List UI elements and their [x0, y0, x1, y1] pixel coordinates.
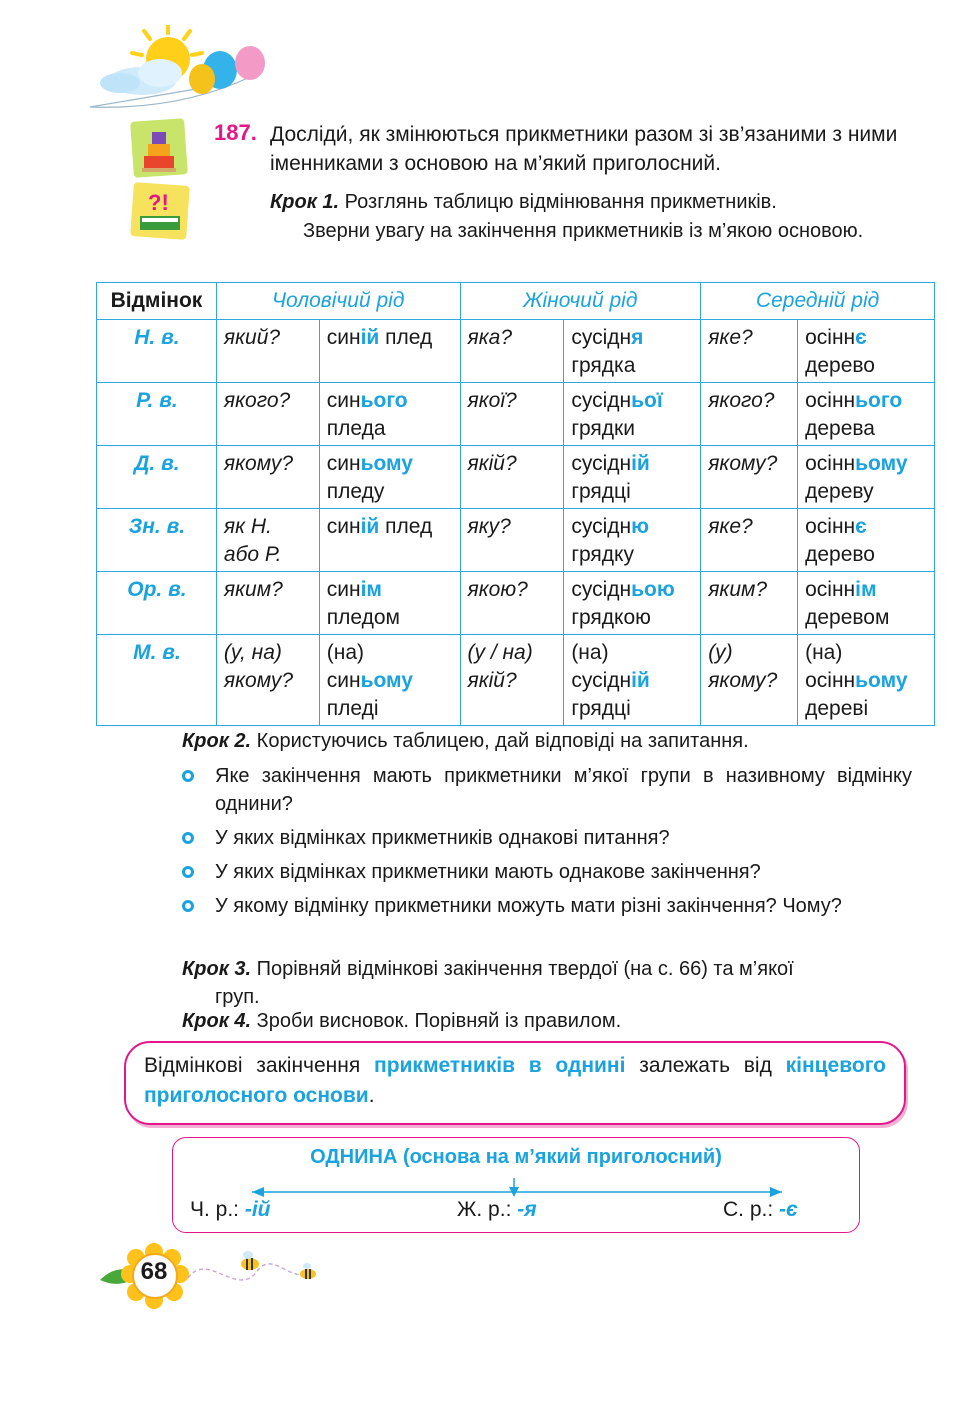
- question-cell: якому?: [701, 446, 798, 509]
- step3-text: Порівняй відмінкові закінчення твердої (на с. 66) та м’якої: [256, 958, 794, 980]
- rule-text-2: залежать від: [625, 1054, 786, 1077]
- neuter-ending: -є: [779, 1198, 798, 1221]
- step4-label: Крок 4.: [182, 1010, 252, 1032]
- step1: [270, 188, 910, 246]
- adjective-ending: ій: [360, 326, 380, 349]
- preposition: (на): [571, 641, 609, 664]
- adjective-stem: сусідн: [571, 669, 632, 692]
- singular-masculine: [190, 1198, 271, 1222]
- noun: грядці: [571, 697, 631, 720]
- declension-table: [96, 282, 935, 726]
- step3: [182, 955, 912, 1011]
- form-cell: [564, 320, 701, 383]
- adjective-stem: осінн: [805, 669, 856, 692]
- adjective-stem: сусідн: [571, 326, 632, 349]
- question-book-icon: [130, 182, 190, 240]
- adjective-ending: ього: [360, 389, 408, 412]
- page-number: 68: [140, 1258, 168, 1285]
- noun: пледом: [326, 606, 400, 629]
- form-cell: [319, 446, 460, 509]
- rule-box: [124, 1041, 906, 1125]
- singular-title: ОДНИНА (основа на м’який приголосний): [310, 1146, 722, 1168]
- preposition: (на): [326, 641, 365, 664]
- list-item: [182, 858, 912, 886]
- header-masculine: Чоловічий рід: [216, 283, 460, 320]
- noun: грядкою: [571, 606, 651, 629]
- question-cell: яку?: [460, 509, 564, 572]
- adjective-stem: сусідн: [571, 452, 632, 475]
- form-cell: [798, 509, 935, 572]
- sun-balloons-illustration: [80, 25, 290, 125]
- adjective-stem: сусідн: [571, 389, 632, 412]
- noun: плед: [379, 515, 433, 538]
- noun: грядці: [571, 480, 631, 503]
- noun: грядка: [571, 354, 636, 377]
- noun: деревом: [805, 606, 890, 629]
- case-cell: М. в.: [97, 635, 217, 726]
- form-cell: [564, 509, 701, 572]
- form-cell: [319, 509, 460, 572]
- adjective-stem: син: [326, 326, 361, 349]
- rule-text-3: .: [368, 1084, 375, 1107]
- exercise-number: 187.: [214, 120, 257, 145]
- question-cell: яке?: [701, 320, 798, 383]
- rule-text-1: Відмінкові закінчення: [144, 1054, 375, 1077]
- adjective-stem: сусідн: [571, 578, 632, 601]
- question-list: [182, 762, 912, 926]
- form-cell: [564, 383, 701, 446]
- question-cell: яким?: [216, 572, 319, 635]
- bullet-icon: [182, 866, 194, 878]
- case-cell: Д. в.: [97, 446, 217, 509]
- adjective-ending: ьому: [360, 669, 413, 692]
- masculine-ending: -ій: [244, 1198, 271, 1221]
- adjective-ending: ьому: [360, 452, 413, 475]
- step3-label: Крок 3.: [182, 958, 252, 980]
- step4: [182, 1010, 621, 1033]
- step4-text: Зроби висновок. Порівняй із правилом.: [256, 1010, 622, 1032]
- question-cell: який?: [216, 320, 319, 383]
- adjective-ending: ьою: [631, 578, 675, 601]
- adjective-ending: ім: [855, 578, 877, 601]
- list-item: [182, 824, 912, 852]
- noun: дерева: [805, 417, 875, 440]
- case-cell: Н. в.: [97, 320, 217, 383]
- noun: дереву: [805, 480, 874, 503]
- feminine-ending: -я: [517, 1198, 537, 1221]
- adjective-ending: ій: [360, 515, 380, 538]
- question-text: Яке закінчення мають прикметники м’якої групи в називному відмінку однини?: [215, 765, 912, 815]
- rule-highlight-1: прикметників в однині: [374, 1054, 626, 1077]
- adjective-stem: син: [326, 389, 361, 412]
- form-cell: [319, 320, 460, 383]
- noun: плед: [379, 326, 433, 349]
- noun: грядки: [571, 417, 635, 440]
- exercise-text: Досліди́, як змінюються прикметники разом зі зв’язаними з ними іменниками з основою на м’який приголосний.: [270, 123, 898, 175]
- adjective-stem: син: [326, 452, 361, 475]
- noun: пледу: [326, 480, 385, 503]
- adjective-stem: сусідн: [571, 515, 632, 538]
- form-cell: [319, 572, 460, 635]
- question-text: У яких відмінках прикметників однакові питання?: [215, 827, 670, 849]
- bee-icon: [300, 1263, 316, 1279]
- adjective-ending: ього: [855, 389, 903, 412]
- svg-text:?!: ?!: [148, 190, 169, 215]
- adjective-ending: ьому: [855, 669, 908, 692]
- preposition: (на): [805, 641, 843, 664]
- pyramid-toy-icon: [130, 118, 188, 178]
- step1-text: Розглянь таблицю відмінювання прикметників.: [344, 191, 777, 213]
- step1-text2: Зверни увагу на закінчення прикметників із м’якою основою.: [303, 220, 864, 242]
- adjective-ending: ю: [631, 515, 650, 538]
- adjective-ending: я: [631, 326, 644, 349]
- rule-highlight-2: кінцевого приголосного основи: [144, 1054, 886, 1107]
- form-cell: [798, 383, 935, 446]
- adjective-stem: син: [326, 669, 361, 692]
- singular-feminine: [457, 1198, 537, 1222]
- table-header-row: [97, 283, 935, 320]
- case-cell: Ор. в.: [97, 572, 217, 635]
- adjective-ending: ім: [360, 578, 382, 601]
- question-cell: якого?: [701, 383, 798, 446]
- question-cell: якою?: [460, 572, 564, 635]
- adjective-ending: ій: [631, 452, 650, 475]
- table-row: [97, 635, 935, 726]
- adjective-ending: ій: [631, 669, 650, 692]
- table-row: [97, 446, 935, 509]
- form-cell: [798, 572, 935, 635]
- step2: [182, 730, 749, 753]
- question-text: У яких відмінках прикметники мають однакове закінчення?: [215, 861, 761, 883]
- bee-icon: [241, 1251, 259, 1270]
- step2-label: Крок 2.: [182, 730, 252, 752]
- table-row: [97, 509, 935, 572]
- adjective-ending: ьої: [631, 389, 663, 412]
- form-cell: [564, 635, 701, 726]
- branch-arrows-icon: [172, 1170, 860, 1200]
- adjective-stem: осінн: [805, 389, 856, 412]
- adjective-stem: осінн: [805, 515, 856, 538]
- header-case: Відмінок: [97, 283, 217, 320]
- question-cell: яка?: [460, 320, 564, 383]
- form-cell: [798, 446, 935, 509]
- noun: пледі: [326, 697, 379, 720]
- list-item: [182, 762, 912, 818]
- table-row: [97, 320, 935, 383]
- singular-neuter: [723, 1198, 798, 1222]
- adjective-stem: осінн: [805, 326, 856, 349]
- bullet-icon: [182, 832, 194, 844]
- adjective-ending: є: [855, 326, 867, 349]
- case-cell: Зн. в.: [97, 509, 217, 572]
- noun: пледа: [326, 417, 386, 440]
- form-cell: [798, 635, 935, 726]
- adjective-stem: осінн: [805, 578, 856, 601]
- bullet-icon: [182, 770, 194, 782]
- table-row: [97, 572, 935, 635]
- adjective-stem: син: [326, 515, 361, 538]
- noun: дерево: [805, 543, 875, 566]
- form-cell: [564, 572, 701, 635]
- question-cell: якому?: [216, 446, 319, 509]
- question-cell: (у / на) якій?: [460, 635, 564, 726]
- question-cell: (у, на) якому?: [216, 635, 319, 726]
- form-cell: [564, 446, 701, 509]
- form-cell: [798, 320, 935, 383]
- form-cell: [319, 383, 460, 446]
- header-neuter: Середній рід: [701, 283, 935, 320]
- adjective-stem: син: [326, 578, 361, 601]
- noun: дереві: [805, 697, 869, 720]
- feminine-label: Ж. р.:: [457, 1198, 518, 1221]
- cloud-icon: [100, 59, 182, 95]
- adjective-ending: є: [855, 515, 867, 538]
- adjective-ending: ьому: [855, 452, 908, 475]
- form-cell: [319, 635, 460, 726]
- question-cell: якій?: [460, 446, 564, 509]
- question-cell: (у) якому?: [701, 635, 798, 726]
- question-cell: яким?: [701, 572, 798, 635]
- noun: грядку: [571, 543, 634, 566]
- header-feminine: Жіночий рід: [460, 283, 701, 320]
- adjective-stem: осінн: [805, 452, 856, 475]
- question-cell: як Н. або Р.: [216, 509, 319, 572]
- question-cell: якого?: [216, 383, 319, 446]
- masculine-label: Ч. р.:: [190, 1198, 245, 1221]
- step3-text2: груп.: [215, 986, 260, 1008]
- step1-label: Крок 1.: [270, 191, 340, 213]
- step2-text: Користуючись таблицею, дай відповіді на запитання.: [256, 730, 749, 752]
- noun: дерево: [805, 354, 875, 377]
- list-item: [182, 892, 912, 920]
- bullet-icon: [182, 900, 194, 912]
- table-row: [97, 383, 935, 446]
- question-cell: якої?: [460, 383, 564, 446]
- neuter-label: С. р.:: [723, 1198, 780, 1221]
- question-cell: яке?: [701, 509, 798, 572]
- case-cell: Р. в.: [97, 383, 217, 446]
- question-text: У якому відмінку прикметники можуть мати різні закінчення? Чому?: [215, 895, 842, 917]
